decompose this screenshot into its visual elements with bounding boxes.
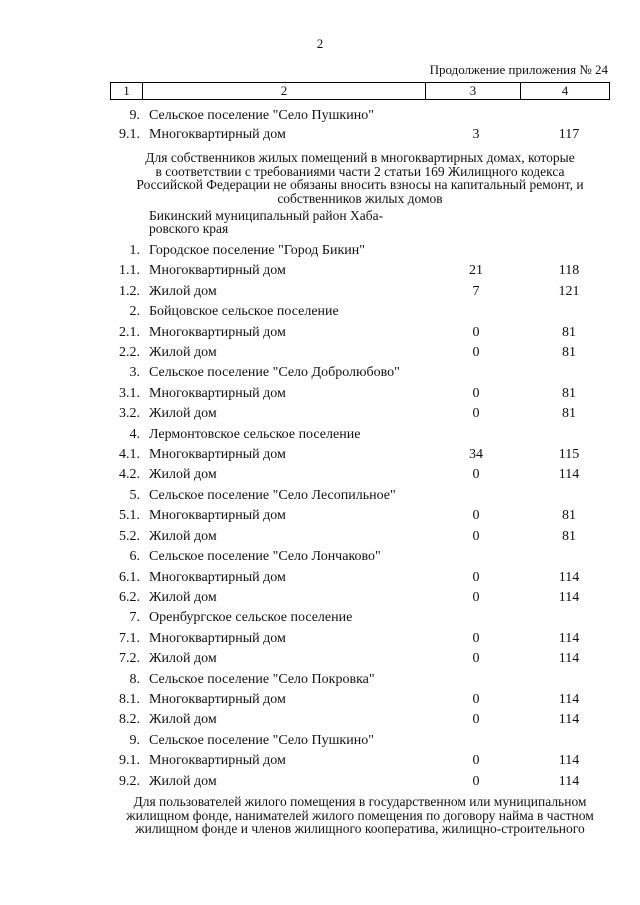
row-col3: 0 xyxy=(472,692,480,707)
paragraph-line: жилищном фонде, нанимателей жилого помещения по договору найма в частном xyxy=(126,807,594,823)
row-number: 5.2. xyxy=(119,529,140,544)
row-col3: 0 xyxy=(472,774,480,789)
table-row xyxy=(0,126,640,144)
table-row xyxy=(0,344,640,362)
paragraph-line: Для собственников жилых помещений в многоквартирных домах, которые xyxy=(145,150,575,165)
table-row xyxy=(0,691,640,709)
row-number: 3.2. xyxy=(119,406,140,421)
row-col3: 0 xyxy=(472,529,480,544)
row-col3: 34 xyxy=(469,447,483,462)
paragraph-line: в соответствии с требованиями части 2 статьи 169 Жилищного кодекса xyxy=(155,163,565,179)
row-name: Жилой дом xyxy=(149,774,217,789)
district-line: ровского края xyxy=(149,221,229,236)
row-col4: 114 xyxy=(558,590,580,605)
row-name: Жилой дом xyxy=(149,284,217,299)
row-col3: 0 xyxy=(472,570,480,585)
row-number: 2.2. xyxy=(119,345,140,360)
table-row xyxy=(0,324,640,342)
row-name: Жилой дом xyxy=(149,406,217,421)
row-name: Сельское поселение "Село Пушкино" xyxy=(149,108,374,123)
row-col3: 0 xyxy=(472,345,480,360)
section-paragraph-2 xyxy=(106,795,614,836)
row-col4: 81 xyxy=(562,345,576,360)
row-col4: 114 xyxy=(558,651,580,666)
row-col4: 81 xyxy=(562,406,576,421)
row-name: Жилой дом xyxy=(149,345,217,360)
district-heading xyxy=(149,209,383,235)
row-number: 6.1. xyxy=(119,570,140,585)
row-number: 4.1. xyxy=(119,447,140,462)
row-col3: 7 xyxy=(472,284,480,299)
row-col3: 21 xyxy=(469,263,483,278)
row-number: 6.2. xyxy=(119,590,140,605)
paragraph-line: жилищном фонде и членов жилищного кооператива, жилищно-строительного xyxy=(135,821,585,836)
row-col3: 0 xyxy=(472,508,480,523)
table-row xyxy=(0,569,640,587)
table-row xyxy=(0,466,640,484)
row-number: 1. xyxy=(129,243,140,258)
table-row xyxy=(0,107,640,125)
table-row xyxy=(0,242,640,260)
row-number: 2. xyxy=(129,304,140,319)
row-col4: 121 xyxy=(558,284,580,299)
row-name: Бойцовское сельское поселение xyxy=(149,304,339,319)
row-name: Многоквартирный дом xyxy=(149,447,286,462)
row-col3: 0 xyxy=(472,386,480,401)
row-number: 1.2. xyxy=(119,284,140,299)
row-name: Многоквартирный дом xyxy=(149,570,286,585)
row-name: Жилой дом xyxy=(149,529,217,544)
row-col4: 114 xyxy=(558,570,580,585)
row-name: Жилой дом xyxy=(149,712,217,727)
row-number: 3.1. xyxy=(119,386,140,401)
table-row xyxy=(0,507,640,525)
row-name: Сельское поселение "Село Добролюбово" xyxy=(149,365,400,380)
header-col-1: 1 xyxy=(111,83,143,99)
row-name: Жилой дом xyxy=(149,590,217,605)
row-name: Многоквартирный дом xyxy=(149,386,286,401)
row-name: Многоквартирный дом xyxy=(149,127,286,142)
row-col4: 114 xyxy=(558,692,580,707)
row-col3: 3 xyxy=(472,127,480,142)
table-row xyxy=(0,589,640,607)
row-number: 9.1. xyxy=(119,127,140,142)
row-number: 7.1. xyxy=(119,631,140,646)
row-number: 4. xyxy=(129,427,140,442)
table-row xyxy=(0,650,640,668)
table-row xyxy=(0,711,640,729)
row-number: 9. xyxy=(129,108,140,123)
row-number: 8. xyxy=(129,672,140,687)
row-number: 7.2. xyxy=(119,651,140,666)
row-name: Сельское поселение "Село Пушкино" xyxy=(149,733,374,748)
row-col3: 0 xyxy=(472,712,480,727)
row-name: Сельское поселение "Село Лесопильное" xyxy=(149,488,396,503)
row-number: 5. xyxy=(129,488,140,503)
row-name: Городское поселение "Город Бикин" xyxy=(149,243,365,258)
row-col3: 0 xyxy=(472,467,480,482)
row-name: Многоквартирный дом xyxy=(149,263,286,278)
row-col3: 0 xyxy=(472,325,480,340)
table-row xyxy=(0,630,640,648)
header-table xyxy=(110,82,610,100)
table-row xyxy=(0,609,640,627)
row-name: Многоквартирный дом xyxy=(149,753,286,768)
row-number: 9. xyxy=(129,733,140,748)
row-name: Жилой дом xyxy=(149,467,217,482)
row-col4: 114 xyxy=(558,774,580,789)
row-number: 4.2. xyxy=(119,467,140,482)
header-col-2: 2 xyxy=(143,83,426,99)
row-number: 6. xyxy=(129,549,140,564)
table-row xyxy=(0,752,640,770)
row-number: 9.2. xyxy=(119,774,140,789)
row-name: Многоквартирный дом xyxy=(149,325,286,340)
row-col4: 81 xyxy=(562,386,576,401)
row-name: Многоквартирный дом xyxy=(149,631,286,646)
row-name: Многоквартирный дом xyxy=(149,692,286,707)
table-row xyxy=(0,548,640,566)
table-row xyxy=(0,528,640,546)
section-paragraph-1 xyxy=(106,151,614,205)
row-col4: 114 xyxy=(558,631,580,646)
row-number: 5.1. xyxy=(119,508,140,523)
row-col3: 0 xyxy=(472,590,480,605)
paragraph-line: Для пользователей жилого помещения в государственном или муниципальном xyxy=(133,794,587,809)
table-row xyxy=(0,446,640,464)
row-number: 7. xyxy=(129,610,140,625)
page-number: 2 xyxy=(316,36,324,51)
row-number: 8.1. xyxy=(119,692,140,707)
table-row xyxy=(0,773,640,791)
table-row xyxy=(0,732,640,750)
row-number: 8.2. xyxy=(119,712,140,727)
row-name: Многоквартирный дом xyxy=(149,508,286,523)
row-number: 2.1. xyxy=(119,325,140,340)
row-name: Лермонтовское сельское поселение xyxy=(149,427,361,442)
table-row xyxy=(0,385,640,403)
row-number: 3. xyxy=(129,365,140,380)
header-col-4: 4 xyxy=(561,83,569,98)
row-col3: 0 xyxy=(472,651,480,666)
row-col4: 118 xyxy=(558,263,580,278)
row-col4: 114 xyxy=(558,753,580,768)
row-col4: 81 xyxy=(562,508,576,523)
row-col4: 114 xyxy=(558,712,580,727)
table-row xyxy=(0,283,640,301)
table-row xyxy=(0,364,640,382)
table-row xyxy=(0,303,640,321)
row-col4: 114 xyxy=(558,467,580,482)
table-row xyxy=(0,487,640,505)
row-name: Сельское поселение "Село Покровка" xyxy=(149,672,375,687)
row-name: Жилой дом xyxy=(149,651,217,666)
district-line: Бикинский муниципальный район Хаба- xyxy=(149,208,384,223)
row-number: 1.1. xyxy=(119,263,140,278)
header-col-3: 3 xyxy=(426,83,521,99)
row-name: Оренбургское сельское поселение xyxy=(149,610,353,625)
paragraph-line: Российской Федерации не обязаны вносить взносы на капитальный ремонт, и xyxy=(136,177,584,192)
row-col3: 0 xyxy=(472,631,480,646)
row-col4: 115 xyxy=(558,447,580,462)
table-row xyxy=(0,262,640,280)
row-number: 9.1. xyxy=(119,753,140,768)
row-col3: 0 xyxy=(472,406,480,421)
row-col3: 0 xyxy=(472,753,480,768)
continuation-title: Продолжение приложения № 24 xyxy=(429,62,608,77)
paragraph-line: собственников жилых домов xyxy=(277,190,443,206)
row-col4: 117 xyxy=(558,127,580,142)
row-col4: 81 xyxy=(562,529,576,544)
table-row xyxy=(0,671,640,689)
table-row xyxy=(0,405,640,423)
row-name: Сельское поселение "Село Лончаково" xyxy=(149,549,381,564)
row-col4: 81 xyxy=(562,325,576,340)
table-row xyxy=(0,426,640,444)
